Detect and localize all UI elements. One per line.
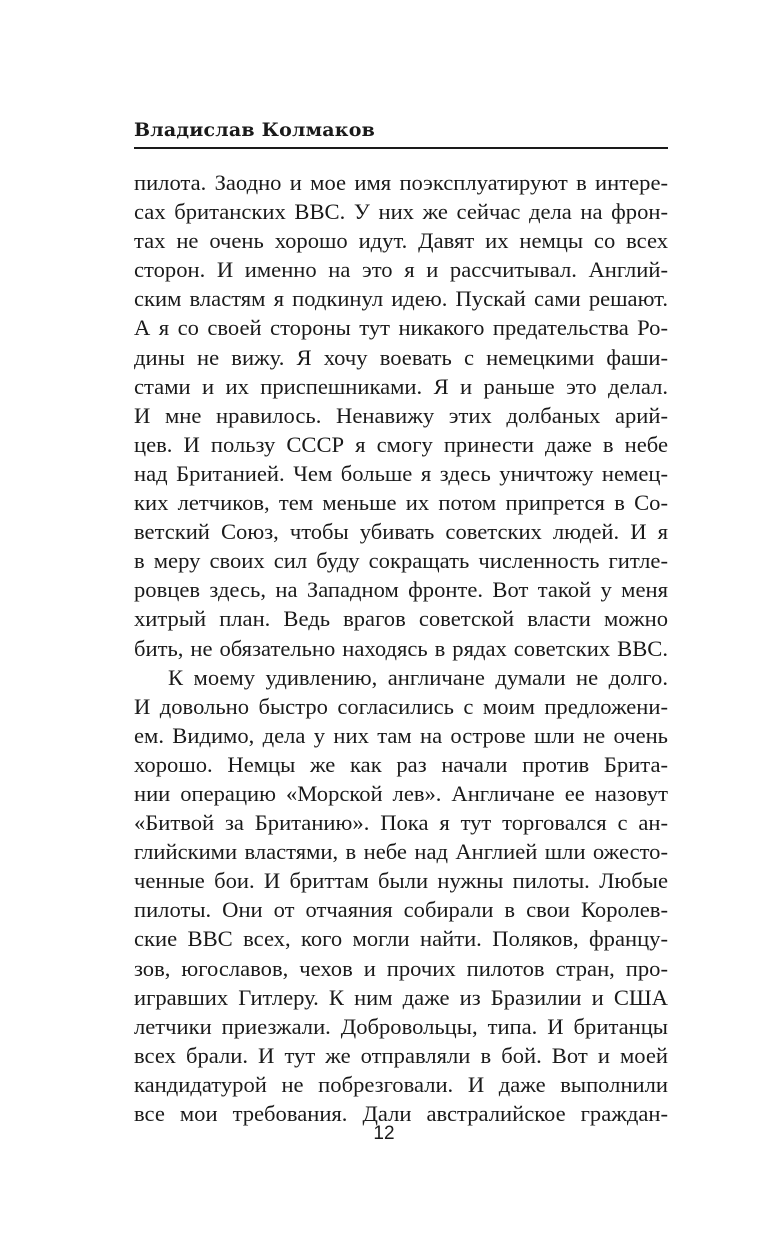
text-line: все мои требования. Дали австралийское граждан- [134, 1101, 668, 1126]
text-line: стами и их приспешниками. Я и раньше это делал. [134, 373, 668, 399]
text-line: И довольно быстро согласились с моим предложени- [134, 693, 668, 719]
text-line: ские ВВС всех, кого могли найти. Поляков, францу- [134, 926, 668, 952]
text-line: пилота. Заодно и мое имя поэксплуатируют в интере- [134, 170, 668, 195]
text-line: К моему удивлению, англичане думали не долго. [168, 664, 668, 690]
text-line: над Британией. Чем больше я здесь уничтожу немец- [134, 460, 668, 486]
text-line: зов, югославов, чехов и прочих пилотов стран, про- [134, 955, 668, 981]
text-line: «Битвой за Британию». Пока я тут торговался с ан- [134, 810, 668, 836]
text-line: хорошо. Немцы же как раз начали против Брита- [134, 751, 668, 777]
text-line: игравших Гитлеру. К ним даже из Бразилии и США [134, 984, 668, 1010]
text-line: дины не вижу. Я хочу воевать с немецкими фаши- [134, 344, 668, 370]
text-line: А я со своей стороны тут никакого предательства Ро- [134, 315, 668, 341]
text-line: летчики приезжали. Добровольцы, типа. И британцы [134, 1013, 668, 1039]
text-line: кандидатурой не побрезговали. И даже выполнили [134, 1071, 668, 1097]
text-line: пилоты. Они от отчаяния собирали в свои Королев- [134, 897, 668, 923]
text-line: ченные бои. И бриттам были нужны пилоты. Любые [134, 868, 668, 894]
text-line: хитрый план. Ведь врагов советской власти можно [134, 606, 668, 632]
text-line: нии операцию «Морской лев». Англичане ее назовут [134, 780, 668, 806]
running-head [134, 117, 668, 149]
paragraph-1 [134, 168, 668, 663]
text-line: ветский Союз, чтобы убивать советских людей. И я [134, 519, 668, 545]
text-line: в меру своих сил буду сокращать численность гитле- [134, 548, 668, 574]
text-line: сах британских ВВС. У них же сейчас дела на фрон- [134, 199, 668, 225]
text-line: ем. Видимо, дела у них там на острове шли не очень [134, 722, 668, 748]
text-line: тах не очень хорошо идут. Давят их немцы со всех [134, 228, 668, 254]
text-line: И мне нравилось. Ненавижу этих долбаных арий- [134, 402, 668, 428]
text-line: ским властям я подкинул идею. Пускай сами решают. [134, 286, 668, 312]
body-text [134, 168, 668, 1128]
text-line: ровцев здесь, на Западном фронте. Вот такой у меня [134, 577, 668, 603]
author-name: Владислав Колмаков [134, 119, 375, 141]
text-line: сторон. И именно на это я и рассчитывал. Англий- [134, 257, 668, 283]
text-line: всех брали. И тут же отправляли в бой. Вот и моей [134, 1042, 668, 1068]
text-line: ких летчиков, тем меньше их потом припрется в Со- [134, 490, 668, 516]
paragraph-2 [134, 663, 668, 1129]
text-line: глийскими властями, в небе над Англией шли ожесто- [134, 839, 668, 865]
text-line: бить, не обязательно находясь в рядах советских ВВС. [134, 635, 668, 661]
page-number: 12 [373, 1123, 395, 1144]
text-line: цев. И пользу СССР я смогу принести даже в небе [134, 431, 668, 457]
